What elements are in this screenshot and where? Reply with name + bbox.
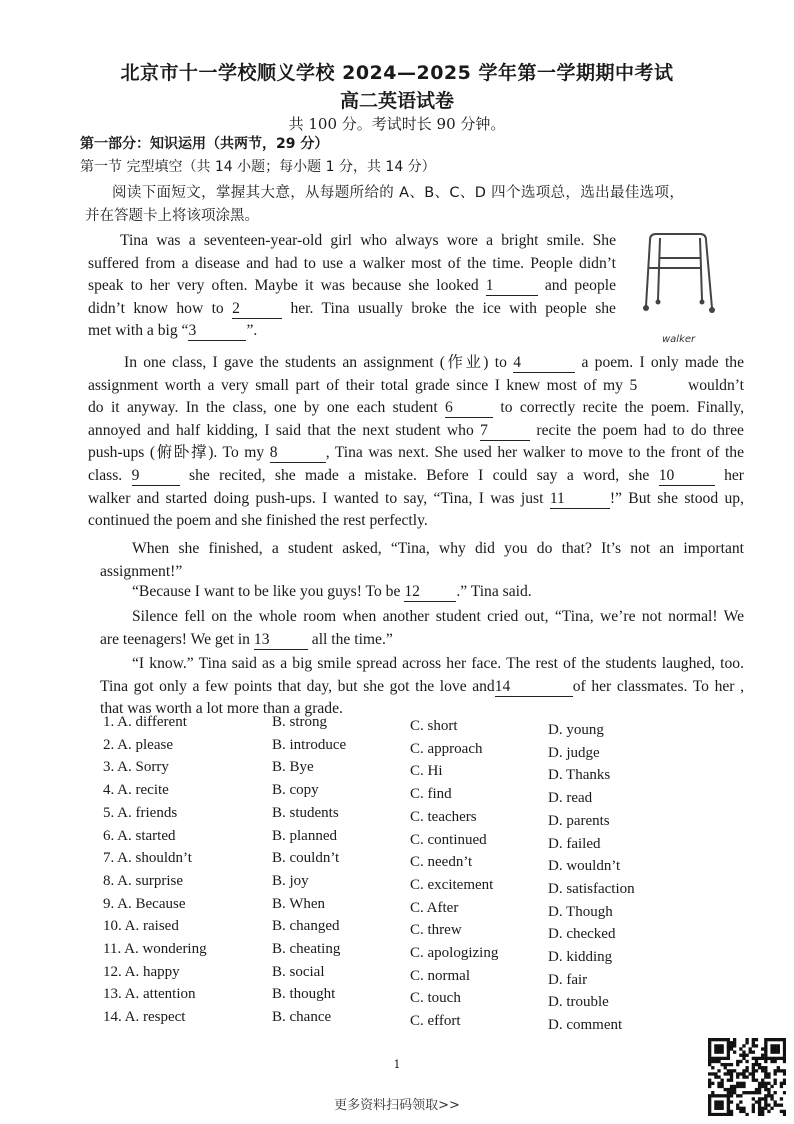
blank-7: 7 — [480, 422, 530, 441]
option-2-a: 2. A. please — [103, 736, 173, 753]
p1-line-5: met with a big “3 ”. — [88, 322, 258, 340]
option-11-d: D. kidding — [548, 949, 613, 965]
option-9-b: B. When — [272, 895, 326, 912]
option-12-d: D. fair — [548, 971, 588, 988]
option-6-a: 6. A. started — [103, 827, 176, 844]
option-7-a: 7. A. shouldn’t — [103, 850, 192, 867]
p2-line-5: push-ups (俯卧撑). To my 8 , Tina was next. She used her walker to move to the front of the — [88, 444, 745, 462]
option-8-b: B. joy — [272, 872, 309, 889]
blank-3: 3 — [188, 322, 246, 341]
option-13-a: 13. A. attention — [103, 986, 196, 1003]
section-heading: 第一节 完型填空（共 14 小题；每小题 1 分，共 14 分） — [80, 159, 436, 175]
blank-1: 1 — [486, 277, 538, 296]
option-13-c: C. touch — [410, 990, 461, 1007]
p2-line-4: annoyed and half kidding, I said that the next student who 7 recite the poem had to do three — [88, 421, 744, 439]
blank-4: 4 — [513, 354, 575, 373]
option-5-d: D. parents — [548, 812, 610, 829]
p6-line-1: “I know.” Tina said as a big smile spread across her face. The rest of the students laughed, too. — [132, 655, 744, 672]
option-4-d: D. read — [548, 790, 593, 807]
qr-prompt[interactable]: 更多资料扫码领取>> — [334, 1098, 460, 1113]
option-11-c: C. apologizing — [410, 945, 499, 961]
option-5-b: B. students — [272, 804, 339, 821]
p2-line-6: class. 9 she recited, she made a mistake. Before I could say a word, she 10 her — [88, 466, 744, 484]
passage-paragraph-3 — [100, 538, 744, 583]
p2-line-7: walker and started doing push-ups. I wanted to say, “Tina, I was just 11 !” But she stood up, — [88, 489, 744, 507]
passage-paragraph-4 — [132, 581, 732, 604]
option-3-c: C. Hi — [410, 763, 443, 780]
p2-line-1: In one class, I gave the students an assignment (作业) to 4 a poem. I only made the — [124, 354, 745, 371]
blank-8: 8 — [270, 444, 326, 463]
blank-5: 5 — [629, 376, 638, 394]
blank-6: 6 — [445, 399, 493, 418]
option-12-b: B. social — [272, 963, 325, 980]
option-10-b: B. changed — [272, 918, 340, 935]
option-4-a: 4. A. recite — [103, 782, 169, 799]
p2-line-2: assignment worth a very small part of their total grade since I knew most of my 5 wouldn’t — [88, 376, 745, 394]
p5-line-1: Silence fell on the whole room when another student cried out, “Tina, we’re not normal! We — [132, 608, 744, 625]
option-14-a: 14. A. respect — [103, 1009, 186, 1026]
option-3-b: B. Bye — [272, 759, 314, 776]
walker-caption: walker — [662, 334, 696, 345]
exam-title: 北京市十一学校顺义学校 2024—2025 学年第一学期期中考试 — [120, 62, 674, 84]
instructions-line-1: 阅读下面短文，掌握其大意，从每题所给的 A、B、C、D 四个选项总，选出最佳选项， — [112, 185, 685, 201]
option-14-d: D. comment — [548, 1017, 623, 1034]
option-1-d: D. young — [548, 722, 604, 738]
exam-info: 共 100 分。考试时长 90 分钟。 — [288, 115, 506, 133]
option-11-a: 11. A. wondering — [103, 941, 207, 957]
option-8-a: 8. A. surprise — [103, 872, 183, 889]
option-6-d: D. failed — [548, 835, 601, 852]
option-14-b: B. chance — [272, 1009, 332, 1026]
option-1-b: B. strong — [272, 714, 328, 730]
option-7-d: D. wouldn’t — [548, 858, 621, 875]
option-3-d: D. Thanks — [548, 767, 611, 784]
option-8-d: D. satisfaction — [548, 880, 635, 897]
option-7-b: B. couldn’t — [272, 850, 340, 867]
p1-line-2: suffered from a disease and had to use a walker most of the time. People didn’t — [88, 254, 616, 272]
p2-line-8: continued the poem and she finished the rest perfectly. — [88, 512, 428, 530]
option-14-c: C. effort — [410, 1013, 461, 1030]
option-12-a: 12. A. happy — [103, 963, 180, 980]
option-6-b: B. planned — [272, 827, 337, 844]
exam-subtitle: 高二英语试卷 — [339, 90, 454, 112]
walker-icon — [640, 228, 720, 328]
option-2-b: B. introduce — [272, 736, 347, 753]
p1-line-3: speak to her very often. Maybe it was because she looked 1 and people — [88, 277, 616, 295]
option-3-a: 3. A. Sorry — [103, 759, 169, 776]
blank-11: 11 — [550, 490, 610, 509]
blank-13: 13 — [254, 631, 308, 650]
page-number: 1 — [393, 1058, 401, 1071]
option-5-c: C. teachers — [410, 808, 477, 825]
option-6-c: C. continued — [410, 831, 487, 848]
instructions-line-2: 并在答题卡上将该项涂黑。 — [85, 208, 259, 224]
option-9-a: 9. A. Because — [103, 895, 186, 912]
option-10-d: D. checked — [548, 926, 616, 943]
option-8-c: C. excitement — [410, 876, 494, 893]
p3-line-1: When she finished, a student asked, “Tina, why did you do that? It’s not an important — [132, 540, 744, 557]
option-12-c: C. normal — [410, 967, 470, 984]
option-4-c: C. find — [410, 786, 452, 803]
blank-12: 12 — [404, 583, 456, 602]
option-9-c: C. After — [410, 899, 459, 916]
option-4-b: B. copy — [272, 782, 319, 799]
walker-image — [640, 228, 720, 328]
passage-paragraph-2 — [88, 352, 744, 533]
option-2-d: D. judge — [548, 744, 600, 761]
option-13-b: B. thought — [272, 986, 336, 1003]
option-13-d: D. trouble — [548, 994, 609, 1011]
passage-paragraph-5 — [100, 606, 744, 651]
p6-line-3: that was worth a lot more than a grade. — [100, 700, 343, 718]
option-7-c: C. needn’t — [410, 854, 473, 871]
p3-line-2: assignment!” — [100, 562, 183, 580]
option-5-a: 5. A. friends — [103, 804, 178, 821]
option-1-a: 1. A. different — [103, 714, 187, 730]
p1-line-1: Tina was a seventeen-year-old girl who always wore a bright smile. She — [120, 232, 616, 249]
option-2-c: C. approach — [410, 740, 483, 757]
p4-line-1: “Because I want to be like you guys! To be 12 .” Tina said. — [132, 583, 532, 600]
part-heading: 第一部分：知识运用（共两节，29 分） — [80, 136, 329, 152]
passage-paragraph-6 — [100, 653, 744, 721]
blank-14: 14 — [495, 678, 573, 697]
option-10-c: C. threw — [410, 922, 462, 939]
p5-line-2: are teenagers! We get in 13 all the time.” — [100, 630, 393, 648]
option-9-d: D. Though — [548, 903, 613, 920]
option-10-a: 10. A. raised — [103, 918, 179, 935]
blank-10: 10 — [659, 467, 715, 486]
p1-line-4: didn’t know how to 2 her. Tina usually broke the ice with people she — [88, 299, 616, 317]
passage-paragraph-1 — [88, 230, 616, 343]
p2-line-3: do it anyway. In the class, one by one each student 6 to correctly recite the poem. Finally, — [88, 399, 744, 417]
option-1-c: C. short — [410, 718, 458, 734]
p6-line-2: Tina got only a few points that day, but she got the love and14 of her classmates. To her , — [100, 677, 744, 695]
blank-9: 9 — [132, 467, 180, 486]
blank-2: 2 — [232, 300, 282, 319]
option-11-b: B. cheating — [272, 941, 341, 957]
